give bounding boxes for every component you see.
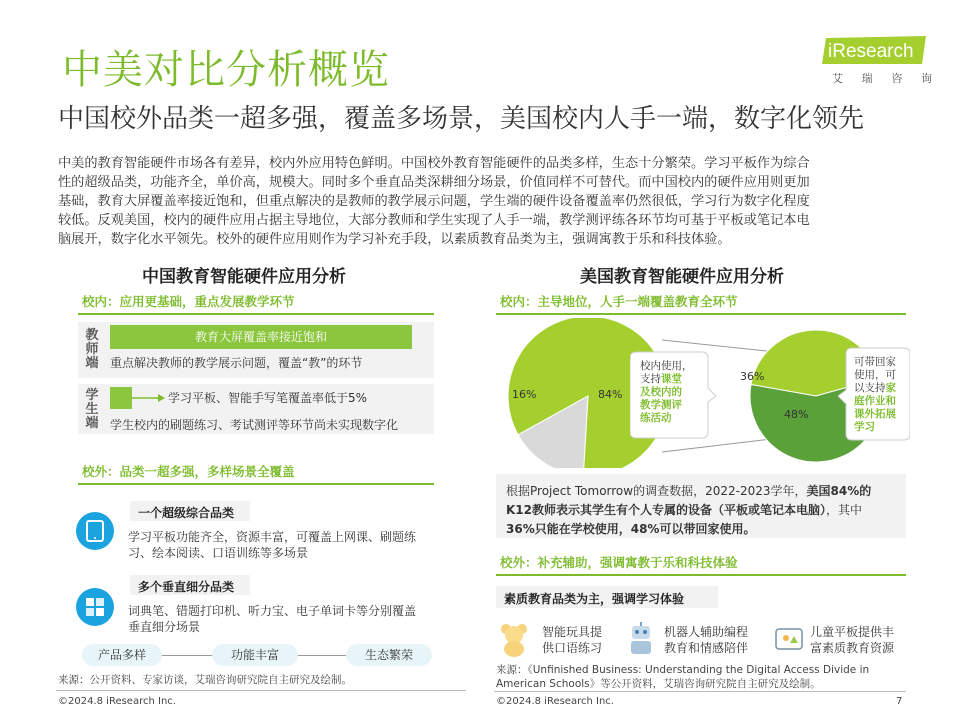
callout-home-use xyxy=(854,356,896,434)
pie2-label-school: 36% xyxy=(740,370,765,383)
survey-text-bold: K12教师表示其学生有个人专属的设备（平板或笔记本电脑） xyxy=(506,503,827,517)
intro-line: 基础，教育大屏覆盖率接近饱和，但重点解决的是教师的教学展示问题，学生端的硬件设备覆盖率仍然很低，学习行为数字化程度 xyxy=(58,194,810,209)
page-subtitle: 中国校外品类一超多强，覆盖多场景，美国校内人手一端，数字化领先 xyxy=(58,104,865,134)
student-coverage-text: 学习平板、智能手写笔覆盖率低于5% xyxy=(168,391,368,405)
china-school-heading: 校内：应用更基础，重点发展教学环节 xyxy=(82,294,295,309)
puzzle-icon xyxy=(76,588,114,626)
super-category-title: 一个超级综合品类 xyxy=(138,506,235,520)
logo-mark-icon xyxy=(822,36,930,66)
teacher-coverage-bar: 教育大屏覆盖率接近饱和 xyxy=(110,325,412,349)
item-robot xyxy=(664,624,748,656)
desc-line: 垂直细分场景 xyxy=(128,620,201,634)
callout-bold: 庭作业和 xyxy=(854,395,896,407)
survey-text: 根据Project Tomorrow的调查数据，2022-2023学年， xyxy=(506,484,807,498)
china-source: 来源：公开资料、专家访谈，艾瑞咨询研究院自主研究及绘制。 xyxy=(58,674,352,686)
item-line: 智能玩具提 xyxy=(542,625,603,639)
logo-subtitle xyxy=(832,70,932,86)
super-category-desc xyxy=(128,529,416,561)
callout-line: 可带回家 xyxy=(854,356,896,368)
survey-text: ，其中 xyxy=(826,503,863,517)
iresearch-logo xyxy=(822,32,932,90)
pie2-label-home: 48% xyxy=(784,408,809,421)
desc-line: 习、绘本阅读、口语训练等多场景 xyxy=(128,546,309,560)
intro-line: 中美的教育智能硬件市场各有差异，校内外应用特色鲜明。中国校外教育智能硬件的品类多样，生态十分繁荣。学习平板作为综合 xyxy=(58,156,810,171)
divider xyxy=(78,483,434,485)
intro-line: 性的超级品类，功能齐全，单价高，规模大。同时多个垂直品类深耕细分场景，价值同样不可替代。而中国校内的硬件应用则更加 xyxy=(58,175,810,190)
callout-bold: 课外拓展 xyxy=(854,408,896,420)
survey-text-bold: 36%只能在学校使用，48%可以带回家使用。 xyxy=(506,522,756,536)
footer-line xyxy=(56,690,466,691)
callout-bold: 教学测评 xyxy=(640,399,682,411)
footer-line xyxy=(494,691,906,692)
tablet-kids-icon xyxy=(774,624,804,654)
callout-line: 支持 xyxy=(640,373,661,385)
item-line: 富素质教育资源 xyxy=(810,641,895,655)
survey-text-bold: 美国84%的 xyxy=(806,484,872,498)
callout-line: 使用，可 xyxy=(854,369,896,381)
pill-rich-features: 功能丰富 xyxy=(212,644,298,666)
label-char: 生 xyxy=(85,402,99,417)
page-title: 中美对比分析概览 xyxy=(62,47,390,93)
label-char: 端 xyxy=(85,416,99,431)
china-section-title: 中国教育智能硬件应用分析 xyxy=(142,267,346,287)
logo-char: 艾 xyxy=(832,72,843,85)
student-description: 学生校内的刷题练习、考试测评等环节尚未实现数字化 xyxy=(110,418,399,432)
label-char: 学 xyxy=(85,388,99,403)
pie1-label-other: 16% xyxy=(512,388,537,401)
page-number: 7 xyxy=(896,696,903,707)
item-smart-toy xyxy=(542,624,602,656)
divider xyxy=(78,313,434,315)
teacher-description: 重点解决教师的教学展示问题，覆盖“教”的环节 xyxy=(110,356,363,370)
label-char: 教 xyxy=(85,328,99,343)
pill-product-variety: 产品多样 xyxy=(82,644,162,666)
logo-char: 瑞 xyxy=(861,72,873,85)
logo-char: 咨 xyxy=(891,72,903,85)
intro-line: 脑展开，数字化水平领先。校外的硬件应用则作为学习补充手段，以素质教育品类为主，强调寓教于乐和科技体验。 xyxy=(58,232,731,247)
callout-bold: 及校内的 xyxy=(640,386,682,398)
usa-footer: ©2024.8 iResearch Inc. xyxy=(496,696,614,707)
logo-text: iResearch xyxy=(828,41,914,62)
callout-line: 以支持 xyxy=(854,382,886,394)
item-line: 教育和情感陪伴 xyxy=(664,641,749,655)
vertical-category-desc xyxy=(128,603,416,635)
source-line: American Schools》等公开资料，艾瑞咨询研究院自主研究及绘制。 xyxy=(496,678,821,690)
item-line: 儿童平板提供丰 xyxy=(810,625,895,639)
usa-outside-heading: 校外：补充辅助，强调寓教于乐和科技体验 xyxy=(500,555,738,570)
logo-char: 询 xyxy=(920,72,932,85)
teacher-side-label xyxy=(82,329,102,371)
usa-section-title: 美国教育智能硬件应用分析 xyxy=(580,267,784,287)
arrow-right-icon xyxy=(132,392,166,404)
desc-line: 学习平板功能齐全，资源丰富，可覆盖上网课、刷题练 xyxy=(128,530,417,544)
callout-line: 校内使用， xyxy=(640,360,693,372)
label-char: 师 xyxy=(85,342,99,357)
vertical-category-title: 多个垂直细分品类 xyxy=(138,580,235,594)
pill-ecosystem: 生态繁荣 xyxy=(346,644,432,666)
source-line: 来源：《Unfinished Business: Understanding the Digital Access Divide in xyxy=(496,664,870,676)
quality-education-title: 素质教育品类为主，强调学习体验 xyxy=(504,592,685,606)
item-line: 供口语练习 xyxy=(542,641,603,655)
intro-line: 较低。反观美国，校内的硬件应用占据主导地位，大部分教师和学生实现了人手一端，教学测评练各环节均可基于平板或笔记本电 xyxy=(58,213,810,228)
teddy-bear-icon xyxy=(498,622,530,658)
callout-bold: 练活动 xyxy=(640,412,672,424)
student-side-label xyxy=(82,389,102,431)
usa-school-heading: 校内：主导地位，人手一端覆盖教育全环节 xyxy=(500,294,738,309)
item-line: 机器人辅助编程 xyxy=(664,625,749,639)
china-outside-heading: 校外：品类一超多强，多样场景全覆盖 xyxy=(82,464,295,479)
callout-bold: 学习 xyxy=(854,421,875,433)
item-kids-tablet xyxy=(810,624,894,656)
usa-source xyxy=(496,663,869,691)
divider xyxy=(496,313,906,315)
divider xyxy=(496,574,906,576)
survey-data-box xyxy=(496,474,906,538)
label-char: 端 xyxy=(85,356,99,371)
china-footer: ©2024.8 iResearch Inc. xyxy=(58,696,176,707)
callout-bold: 课堂 xyxy=(661,373,682,385)
robot-icon xyxy=(626,622,656,658)
desc-line: 词典笔、错题打印机、听力宝、电子单词卡等分别覆盖 xyxy=(128,604,417,618)
intro-paragraph xyxy=(58,154,914,249)
pie1-label-main: 84% xyxy=(598,388,623,401)
student-coverage-bar xyxy=(110,387,132,409)
callout-school-use xyxy=(640,360,693,425)
tablet-icon xyxy=(76,512,114,550)
callout-bold: 家 xyxy=(885,382,896,394)
